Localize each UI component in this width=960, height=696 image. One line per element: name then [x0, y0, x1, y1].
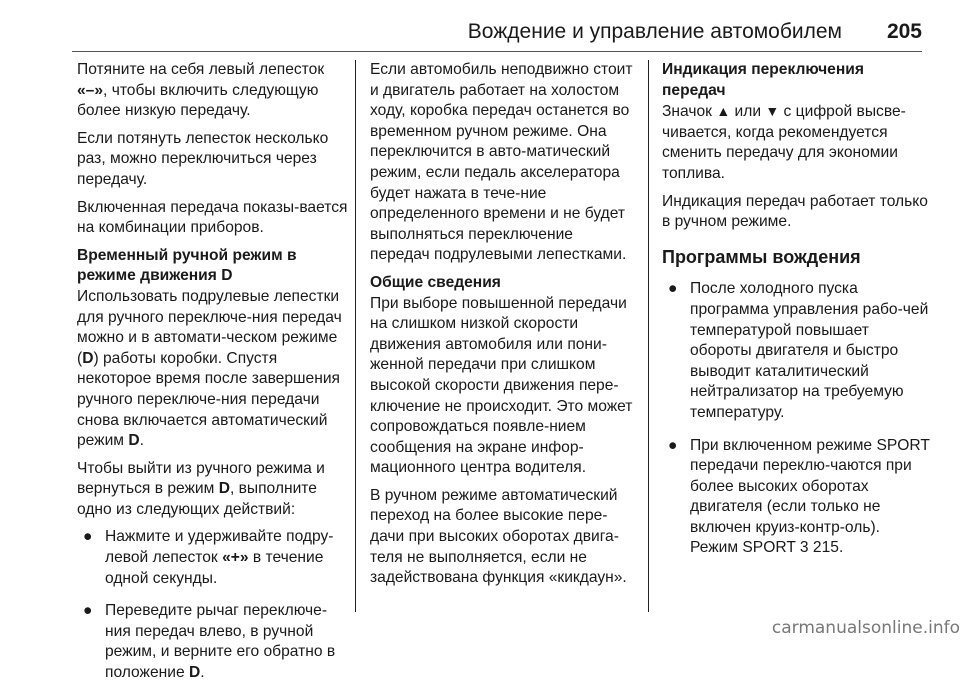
section-heading-large: Программы вождения — [662, 246, 861, 267]
page-header — [0, 0, 960, 52]
bullet-icon: ● — [83, 602, 93, 620]
section-heading: Индикация переключения передач — [662, 61, 864, 99]
bullet-list — [662, 279, 930, 559]
header-rule — [72, 51, 922, 52]
list-item: ● При включенном режиме SPORT передачи переклю-чаются при более высоких оборотах двигателя (если только не включен круиз-контр-оль). Режим SPORT 3 215. — [668, 436, 930, 557]
list-item: ● После холодного пуска программа управления рабо-чей температурой повышает обороты двигателя и быстро выводит каталитический нейтрализатор на требуемую температуру. — [668, 280, 929, 421]
column-3 — [662, 60, 930, 571]
arrow-down-icon: ▼ — [765, 103, 780, 120]
bullet-icon: ● — [668, 280, 678, 298]
paragraph: В ручном режиме автоматический переход на более высокие пере-дачи при высоких оборотах двига-теля не выполняется, если не задействована функция «кикдаун». — [370, 486, 627, 587]
paragraph: Если потянуть лепесток несколько раз, можно переключиться через передачу. — [77, 129, 329, 188]
bullet-icon: ● — [83, 528, 93, 546]
list-item: ● Нажмите и удерживайте подру-левой лепесток «+» в течение одной секунды. — [83, 528, 334, 587]
list-item: ● Переведите рычаг переключе-ния передач влево, в ручной режим, и верните его обратно в положение D. — [83, 602, 336, 682]
bullet-list — [77, 527, 349, 683]
paragraph: Чтобы выйти из ручного режима и вернуться в режим D, выполните одно из следующих действий: — [77, 459, 325, 518]
column-divider-2 — [648, 60, 649, 612]
paragraph: Потяните на себя левый лепесток «–», чтобы включить следующую более низкую передачу. — [77, 61, 325, 120]
paragraph: Значок ▲ или ▼ с цифрой высве-чивается, когда рекомендуется сменить передачу для экономии топлива. — [662, 103, 906, 182]
section-heading: Общие сведения — [370, 273, 501, 291]
column-1 — [77, 60, 349, 696]
paragraph: Если автомобиль неподвижно стоит и двигатель работает на холостом ходу, коробка передач останется во временном ручном режиме. Она переключится в авто-матический режим, если педаль акселератора будет нажата в тече-ние определенного времени и не будет выполняться переключение передач подрулевыми лепестками. — [370, 61, 633, 264]
paragraph: Использовать подрулевые лепестки для ручного переключе-ния передач можно и в автомати-ческом режиме (D) работы коробки. Спустя некоторое время после завершения ручного переключе-ния передачи снова включается автоматический режим D. — [77, 287, 342, 450]
bullet-icon: ● — [668, 436, 678, 454]
paragraph: Включенная передача показы-вается на комбинации приборов. — [77, 198, 348, 237]
paragraph: При выборе повышенной передачи на слишком низкой скорости движения автомобиля или пони-женной передачи при слишком высокой скорости движения пере-ключение не происходит. Это может сопровождаться появле-нием сообщения на экране инфор-мационного центра водителя. — [370, 294, 633, 477]
page-reference-icon: 3 — [799, 539, 809, 557]
page-title: Вождение и управление автомобилем — [467, 20, 842, 43]
arrow-up-icon: ▲ — [716, 103, 731, 120]
column-divider-1 — [355, 60, 356, 612]
page-number: 205 — [886, 20, 922, 43]
section-heading: Временный ручной режим в режиме движения D — [77, 246, 297, 285]
paragraph: Индикация передач работает только в ручном режиме. — [662, 192, 928, 231]
watermark: carmanualsonline.info — [771, 618, 960, 638]
column-2 — [370, 60, 636, 596]
